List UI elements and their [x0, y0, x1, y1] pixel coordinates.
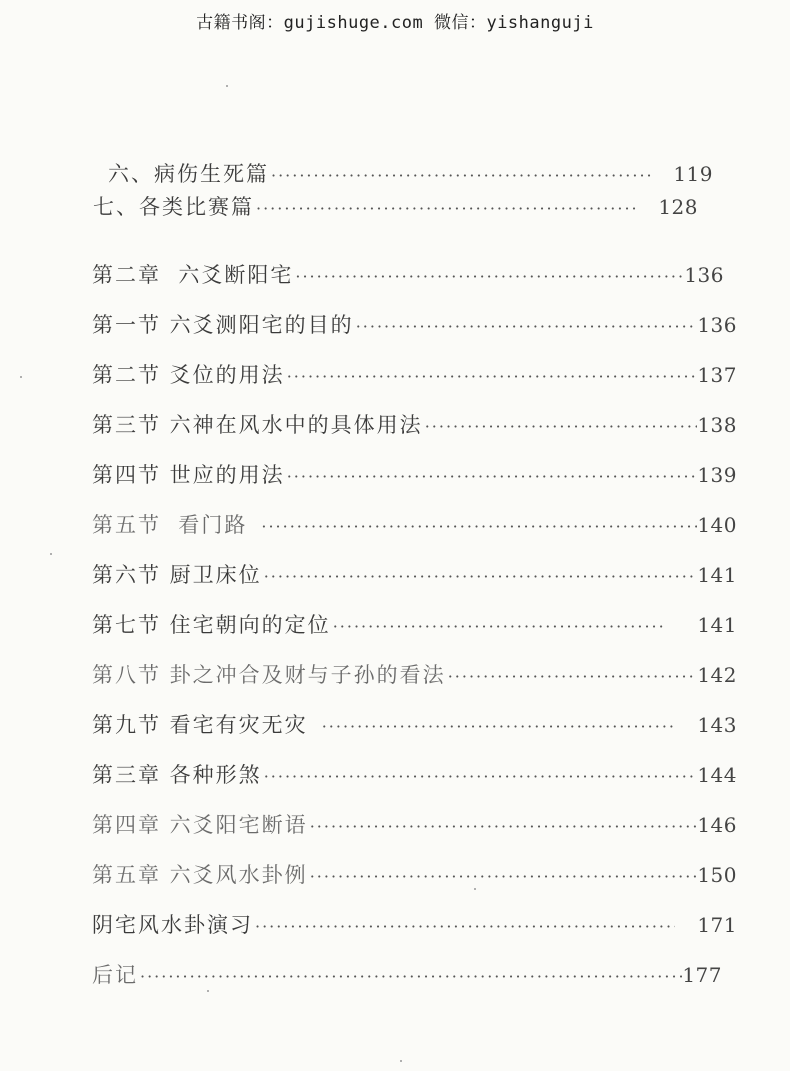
toc-entry: [92, 459, 737, 489]
toc-entry-label: 第六节 厨卫床位: [92, 563, 262, 587]
dot-leader: [295, 267, 684, 286]
dot-leader: [264, 767, 698, 786]
toc-entry-label: 七、各类比赛篇: [93, 195, 254, 219]
toc-entry: [92, 409, 737, 439]
toc-entry-page: 144: [697, 763, 737, 787]
dot-leader: [140, 967, 682, 986]
toc-entry: [92, 609, 737, 639]
toc-entry-label: 第五章 六爻风水卦例: [92, 863, 308, 887]
toc-entry: [92, 709, 737, 739]
dot-leader: [356, 317, 698, 336]
toc-entry-label: 第三章 各种形煞: [92, 763, 262, 787]
toc-entry-label: 第二节 爻位的用法: [92, 363, 285, 387]
toc-entry-page: 119: [673, 162, 713, 186]
toc-entry-label: 第七节 住宅朝向的定位: [92, 613, 331, 637]
toc-entry-page: 139: [697, 463, 737, 487]
dot-leader: [310, 867, 698, 886]
toc-entry-page: 146: [697, 813, 737, 837]
toc-entry-label: 第四节 世应的用法: [92, 463, 285, 487]
toc-entry-page: 138: [697, 413, 737, 437]
scan-speck: [207, 990, 209, 992]
toc-entry-label: 第五节 看门路: [92, 513, 248, 537]
scan-speck: [400, 1060, 402, 1062]
toc-entry: [92, 959, 722, 989]
scan-speck: [474, 888, 476, 890]
toc-entry-page: 141: [697, 563, 737, 587]
toc-entry: [108, 158, 713, 188]
scan-speck: [20, 376, 22, 378]
toc-entry: [92, 359, 737, 389]
toc-entry-label: 阴宅风水卦演习: [92, 913, 253, 937]
dot-leader: [264, 567, 698, 586]
toc-entry-label: 第八节 卦之冲合及财与子孙的看法: [92, 663, 446, 687]
toc-entry: [92, 309, 737, 339]
toc-entry-page: 128: [658, 195, 698, 219]
toc-entry-page: 171: [697, 913, 737, 937]
toc-entry: [92, 509, 737, 539]
toc-entry: [93, 191, 698, 221]
toc-entry-page: 136: [697, 313, 737, 337]
toc-entry-page: 177: [682, 963, 722, 987]
toc-entry-label: 第四章 六爻阳宅断语: [92, 813, 308, 837]
toc-entry-label: 第二章 六爻断阳宅: [92, 263, 294, 287]
dot-leader: [333, 617, 668, 636]
dot-leader: [287, 367, 698, 386]
toc-entry-label: 第一节 六爻测阳宅的目的: [92, 313, 354, 337]
toc-entry: [92, 759, 737, 789]
dot-leader: [255, 917, 675, 936]
toc-entry: [92, 809, 737, 839]
dot-leader: [256, 199, 636, 218]
watermark-header: 古籍书阁：gujishuge.com 微信：yishanguji: [196, 13, 594, 33]
toc-entry-page: 136: [684, 263, 724, 287]
toc-entry-label: 第九节 看宅有灾无灾: [92, 713, 308, 737]
dot-leader: [448, 667, 698, 686]
toc-entry-page: 141: [697, 613, 737, 637]
dot-leader: [271, 166, 651, 185]
dot-leader: [261, 517, 697, 536]
toc-entry: [92, 559, 737, 589]
toc-entry-page: 137: [697, 363, 737, 387]
scan-speck: [50, 553, 52, 555]
scan-speck: [226, 85, 228, 87]
toc-entry-label: 后记: [92, 963, 138, 987]
dot-leader: [322, 717, 676, 736]
dot-leader: [287, 467, 698, 486]
toc-entry-page: 150: [697, 863, 737, 887]
toc-entry: [92, 909, 737, 939]
toc-entry-label: 六、病伤生死篇: [108, 162, 269, 186]
toc-entry: [92, 659, 737, 689]
dot-leader: [425, 417, 698, 436]
toc-entry: [92, 259, 724, 289]
toc-entry-label: 第三节 六神在风水中的具体用法: [92, 413, 423, 437]
dot-leader: [310, 817, 698, 836]
toc-entry: [92, 859, 737, 889]
toc-entry-page: 142: [697, 663, 737, 687]
toc-entry-page: 140: [697, 513, 737, 537]
toc-entry-page: 143: [697, 713, 737, 737]
